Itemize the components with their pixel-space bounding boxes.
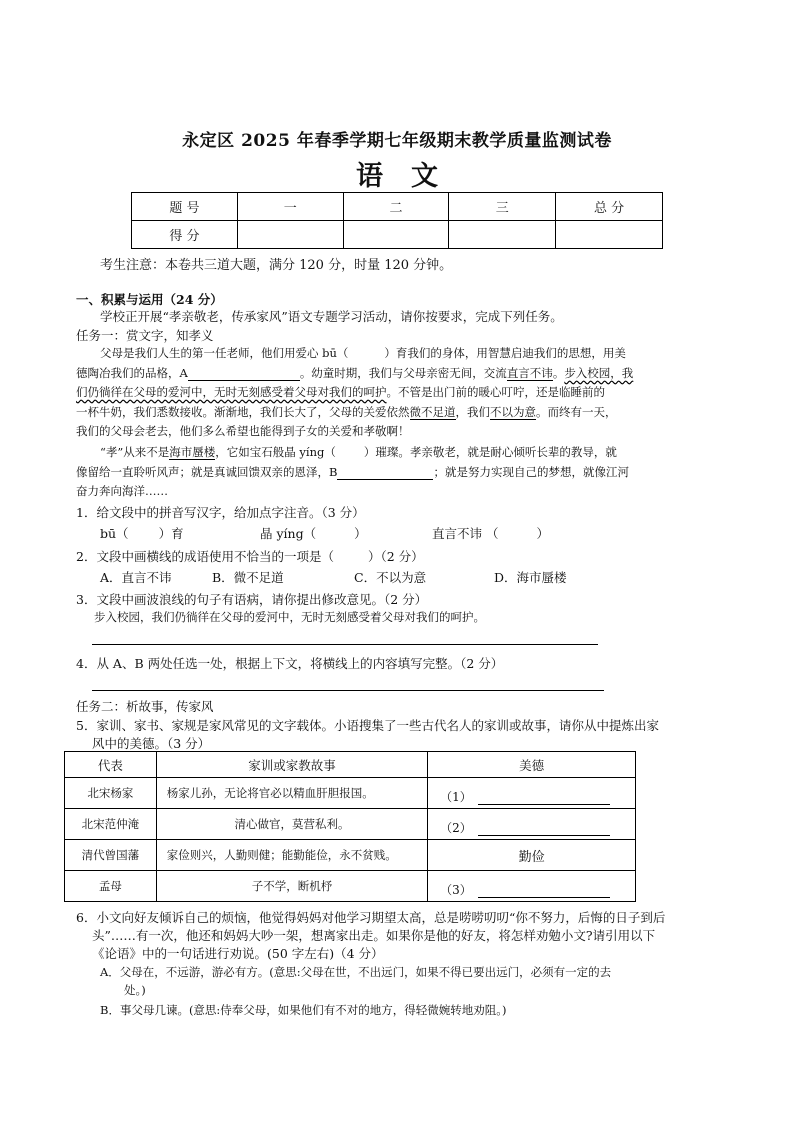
exam-notice: 考生注意：本卷共三道大题，满分 120 分，时量 120 分钟。	[100, 258, 453, 273]
table-row	[65, 809, 636, 840]
q6-option-a-line-1: A．父母在，不远游，游必有方。(意思:父母在世，不出远门，如果不得已要出远门，必须有一定的去	[100, 965, 612, 979]
passage-line-6: “孝”从来不是海市蜃楼，它如宝石般晶 yíng（ ）璀璨。孝亲敬老，就是耐心倾听长辈的教导，就	[100, 445, 617, 459]
family-virtue-table	[64, 751, 636, 902]
q6-option-a-line-2: 处。)	[124, 983, 146, 997]
passage-line-7: 像留给一直聆听风声；就是真诚回馈双亲的恩泽，B ；就是努力实现自己的梦想，就像江河	[76, 465, 629, 479]
score-cell[interactable]	[449, 221, 556, 249]
passage-line-5: 我们的父母会老去，他们多么希望也能得到子女的关爱和孝敬啊！	[76, 424, 410, 438]
score-header-cell: 总 分	[556, 193, 663, 221]
question-4: 4．从 A、B 两处任选一处，根据上下文，将横线上的内容填写完整。（2 分）	[76, 656, 504, 671]
question-6-line-1: 6．小文向好友倾诉自己的烦恼，他觉得妈妈对他学习期望太高，总是唠唠叨叨“你不努力，后悔的日子到后	[76, 910, 666, 925]
passage-line-2: 德陶冶我们的品格，A 。幼童时期，我们与父母亲密无间，交流直言不讳。步入校园，我	[76, 366, 634, 380]
person-cell: 清代曾国藩	[65, 840, 157, 871]
q6-option-b: B．事父母几谏。(意思:侍奉父母，如果他们有不对的地方，得轻微婉转地劝阻。)	[100, 1003, 507, 1017]
story-cell: 清心做官，莫营私利。	[156, 809, 427, 840]
person-cell: 北宋范仲淹	[65, 809, 157, 840]
virtue-answer-2[interactable]: （2）	[428, 809, 636, 840]
subject-title: 语文	[356, 161, 466, 192]
intro-text: 学校正开展“孝亲敬老，传承家风”语文专题学习活动，请你按要求，完成下列任务。	[100, 309, 563, 324]
question-6-line-3: 《论语》中的一句话进行劝说。(50 字左右)（4 分）	[92, 946, 384, 961]
table-header: 美德	[428, 752, 636, 778]
question-5-line-2: 风中的美德。（3 分）	[92, 736, 211, 751]
q3-sentence: 步入校园，我们仍徜徉在父母的爱河中，无时无刻感受着父母对我们的呵护。	[94, 610, 485, 624]
exam-title: 永定区 2025 年春季学期七年级期末教学质量监测试卷	[182, 131, 612, 151]
table-header: 家训或家教故事	[156, 752, 427, 778]
score-cell[interactable]	[556, 221, 663, 249]
q1-answer-b[interactable]: 晶 yíng（ ）	[260, 526, 367, 541]
task1-heading: 任务一：赏文字，知孝义	[76, 328, 214, 343]
table-row	[65, 778, 636, 809]
q1-answer-c[interactable]: 直言不讳 （ ）	[432, 526, 549, 541]
table-row	[65, 840, 636, 871]
score-header-cell: 三	[449, 193, 556, 221]
score-header-cell: 题 号	[132, 193, 238, 221]
passage-line-1: 父母是我们人生的第一任老师，他们用爱心 bū（ ）育我们的身体，用智慧启迪我们的思想，用美	[100, 346, 626, 360]
question-1: 1．给文段中的拼音写汉字，给加点字注音。（3 分）	[76, 505, 365, 520]
passage-line-8: 奋力奔向海洋……	[76, 484, 168, 498]
story-cell: 子不学，断机杼	[156, 871, 427, 902]
score-row-label: 得 分	[132, 221, 238, 249]
question-5-line-1: 5．家训、家书、家规是家风常见的文字载体。小语搜集了一些古代名人的家训或故事，请你从中提炼出家	[76, 718, 659, 733]
virtue-cell: 勤俭	[428, 840, 636, 871]
story-cell: 家俭则兴，人勤则健；能勤能俭，永不贫贱。	[156, 840, 427, 871]
q1-answer-a[interactable]: bū（ ）育	[100, 526, 184, 541]
table-row	[65, 871, 636, 902]
score-table	[131, 192, 663, 249]
person-cell: 孟母	[65, 871, 157, 902]
score-header-cell: 一	[237, 193, 343, 221]
blank-a[interactable]	[188, 366, 300, 381]
section1-heading: 一、积累与运用（24 分）	[76, 292, 223, 307]
score-header-cell: 二	[343, 193, 449, 221]
q2-option-a[interactable]: A．直言不讳	[100, 570, 172, 585]
table-header: 代表	[65, 752, 157, 778]
virtue-answer-1[interactable]: （1）	[428, 778, 636, 809]
q3-answer-line[interactable]	[92, 644, 598, 645]
score-cell[interactable]	[343, 221, 449, 249]
passage-line-4: 一杯牛奶，我们悉数接收。渐渐地，我们长大了，父母的关爱依然微不足道，我们不以为意。而终有一天，	[76, 405, 617, 419]
passage-line-3: 们仍徜徉在父母的爱河中，无时无刻感受着父母对我们的呵护。不管是出门前的暖心叮咛，还是临睡前的	[76, 385, 605, 399]
score-cell[interactable]	[237, 221, 343, 249]
question-6-line-2: 头”……有一次，他还和妈妈大吵一架，想离家出走。如果你是他的好友，将怎样劝勉小文?请引用以下	[92, 928, 656, 943]
question-3: 3．文段中画波浪线的句子有语病，请你提出修改意见。（2 分）	[76, 592, 428, 607]
question-2: 2．文段中画横线的成语使用不恰当的一项是（ ）（2 分）	[76, 549, 424, 564]
q2-option-c[interactable]: C．不以为意	[354, 570, 427, 585]
task2-heading: 任务二：析故事，传家风	[76, 699, 214, 714]
person-cell: 北宋杨家	[65, 778, 157, 809]
blank-b[interactable]	[337, 465, 433, 480]
virtue-answer-3[interactable]: （3）	[428, 871, 636, 902]
q4-answer-line[interactable]	[92, 690, 604, 691]
story-cell: 杨家儿孙，无论将官必以精血肝胆报国。	[156, 778, 427, 809]
q2-option-b[interactable]: B．微不足道	[212, 570, 284, 585]
q2-option-d[interactable]: D．海市蜃楼	[494, 570, 567, 585]
